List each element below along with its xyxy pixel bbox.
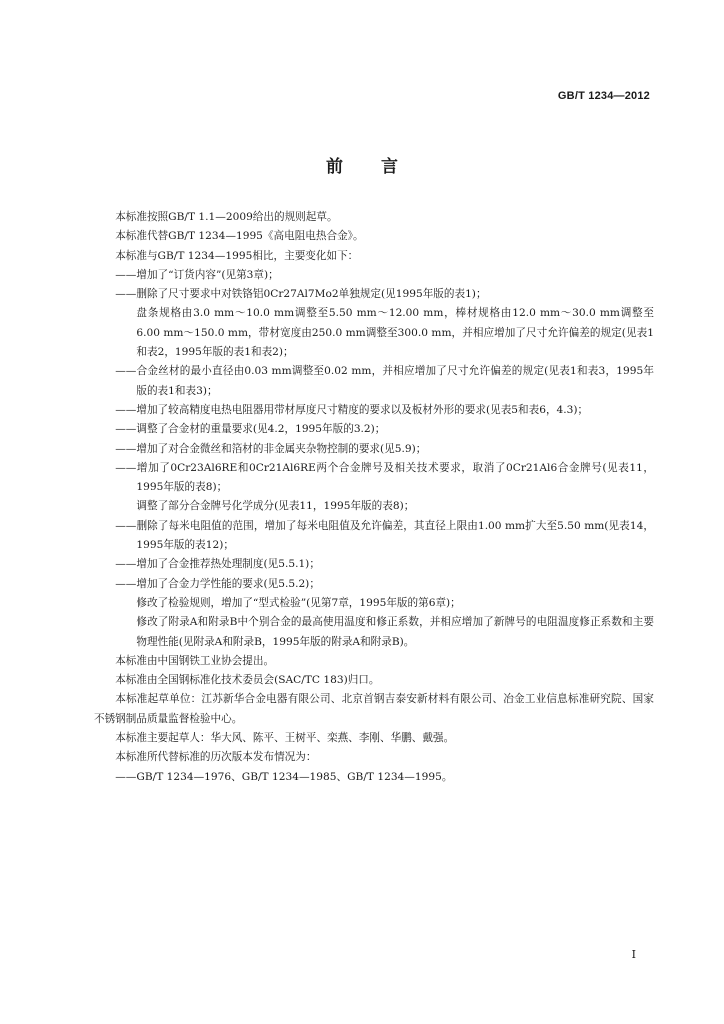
- foreword-body: [94, 208, 654, 787]
- change-item-continuation: 修改了附录A和附录B中个别合金的最高使用温度和修正系数，并相应增加了新牌号的电阻温度修正系数和主要物理性能(见附录A和附录B，1995年版的附录A和附录B)。: [136, 616, 654, 648]
- paragraph-technical-committee: 本标准由全国钢标准化技术委员会(SAC/TC 183)归口。: [115, 674, 380, 687]
- change-item: ——增加了对合金微丝和箔材的非金属夹杂物控制的要求(见5.9)；: [115, 442, 427, 455]
- change-item: ——增加了较高精度电热电阻器用带材厚度尺寸精度的要求以及板材外形的要求(见表5和表6，4.3)；: [115, 403, 589, 416]
- change-item: ——增加了0Cr23Al6RE和0Cr21Al6RE两个合金牌号及相关技术要求，取消了0Cr21Al6合金牌号(见表11，1995年版的表8)；: [115, 461, 654, 494]
- change-item: ——增加了合金力学性能的要求(见5.5.2)；: [115, 577, 320, 590]
- change-item-continuation: 修改了检验规则，增加了“型式检验”(见第7章，1995年版的第6章)；: [136, 596, 461, 609]
- paragraph-previous-editions: ——GB/T 1234—1976、GB/T 1234—1985、GB/T 1234—1995。: [115, 770, 453, 783]
- change-item: ——增加了合金推荐热处理制度(见5.5.1)；: [115, 558, 320, 571]
- paragraph-drafting-rule: 本标准按照GB/T 1.1—2009给出的规则起草。: [115, 211, 338, 223]
- change-item: ——调整了合金材的重量要求(见4.2，1995年版的3.2)；: [115, 423, 386, 436]
- change-item: ——删除了每米电阻值的范围，增加了每米电阻值及允许偏差，其直径上限由1.00 mm扩大至5.50 mm(见表14，1995年版的表12)；: [115, 519, 654, 552]
- paragraph-changes-intro: 本标准与GB/T 1234—1995相比，主要变化如下：: [115, 249, 359, 262]
- document-code: GB/T 1234—2012: [557, 90, 650, 102]
- page-number: I: [631, 948, 636, 961]
- paragraph-drafting-organizations: 本标准起草单位：江苏新华合金电器有限公司、北京首钢吉泰安新材料有限公司、冶金工业信息标准研究院、国家不锈钢制品质量监督检验中心。: [94, 693, 654, 725]
- paragraph-drafters: 本标准主要起草人：华大风、陈平、王树平、栾燕、李刚、华鹏、戴强。: [115, 732, 455, 745]
- paragraph-proposer: 本标准由中国钢铁工业协会提出。: [115, 654, 275, 667]
- change-item: ——删除了尺寸要求中对铁铬铝0Cr27Al7Mo2单独规定(见1995年版的表1)；: [115, 288, 487, 301]
- change-item: ——增加了“订货内容”(见第3章)；: [115, 268, 279, 281]
- paragraph-replaces: 本标准代替GB/T 1234—1995《高电阻电热合金》。: [115, 230, 364, 243]
- page-title: 前言: [326, 157, 436, 177]
- change-item-continuation: 调整了部分合金牌号化学成分(见表11，1995年版的表8)；: [136, 500, 415, 513]
- paragraph-previous-editions-intro: 本标准所代替标准的历次版本发布情况为：: [115, 751, 317, 764]
- change-item-continuation: 盘条规格由3.0 mm～10.0 mm调整至5.50 mm～12.00 mm，棒材规格由12.0 mm～30.0 mm调整至6.00 mm～150.0 mm，带材宽度由250.0 mm调整至300.0 mm，并相应增加了尺寸允许偏差的规定(见表1和表2，1995年版的表1和表2)；: [136, 307, 654, 359]
- change-item: ——合金丝材的最小直径由0.03 mm调整至0.02 mm，并相应增加了尺寸允许偏差的规定(见表1和表3，1995年版的表1和表3)；: [115, 365, 654, 397]
